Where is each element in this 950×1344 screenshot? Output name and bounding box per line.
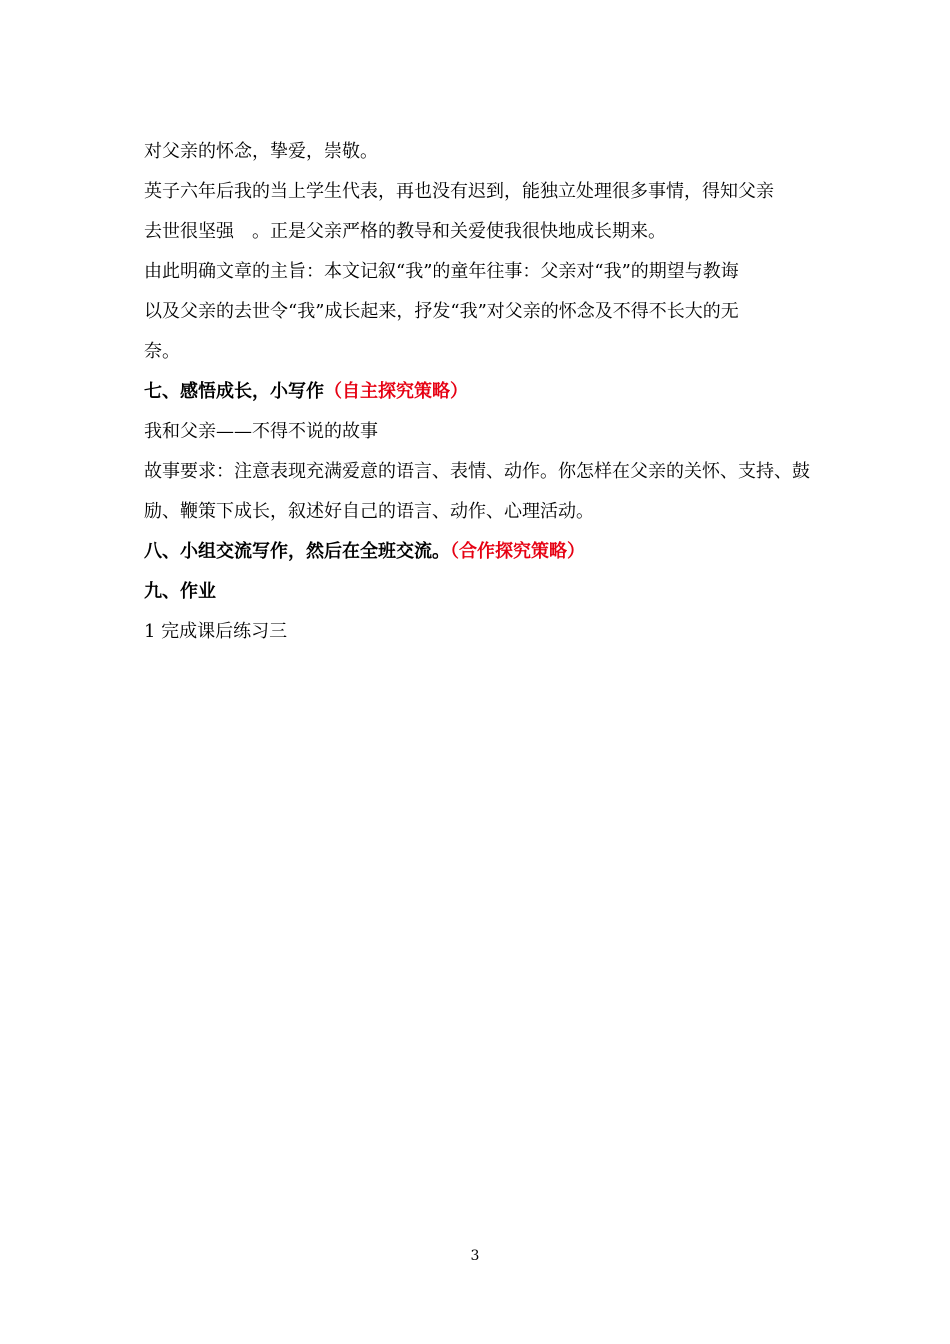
requirement-line: 故事要求：注意表现充满爱意的语言、表情、动作。你怎样在父亲的关怀、支持、鼓	[144, 461, 810, 482]
section-heading-7	[144, 372, 812, 412]
section-heading-9: 九、作业	[144, 581, 216, 602]
page-content	[144, 132, 812, 652]
paragraph-line: 英子六年后我的当上学生代表，再也没有迟到，能独立处理很多事情，得知父亲	[144, 181, 774, 202]
section-heading-8	[144, 532, 812, 572]
section-7-title: 七、感悟成长，小写作	[144, 381, 324, 402]
section-8-strategy: （合作探究策略）	[450, 541, 585, 562]
paragraph-line: 去世很坚强 。正是父亲严格的教导和关爱使我很快地成长期来。	[144, 221, 666, 242]
section-7-strategy: （自主探究策略）	[324, 381, 468, 402]
homework-item: 1 完成课后练习三	[144, 621, 288, 642]
requirement-line: 励、鞭策下成长，叙述好自己的语言、动作、心理活动。	[144, 501, 594, 522]
paragraph-line: 以及父亲的去世令“我”成长起来，抒发“我”对父亲的怀念及不得不长大的无	[144, 301, 739, 322]
section-8-title: 八、小组交流写作，然后在全班交流。	[144, 541, 450, 562]
paragraph-line: 奈。	[144, 341, 180, 362]
writing-topic: 我和父亲——不得不说的故事	[144, 421, 378, 442]
paragraph-line: 对父亲的怀念，挚爱，崇敬。	[144, 141, 378, 162]
page-number: 3	[470, 1248, 480, 1264]
paragraph-line: 由此明确文章的主旨：本文记叙“我”的童年往事：父亲对“我”的期望与教诲	[144, 261, 739, 282]
